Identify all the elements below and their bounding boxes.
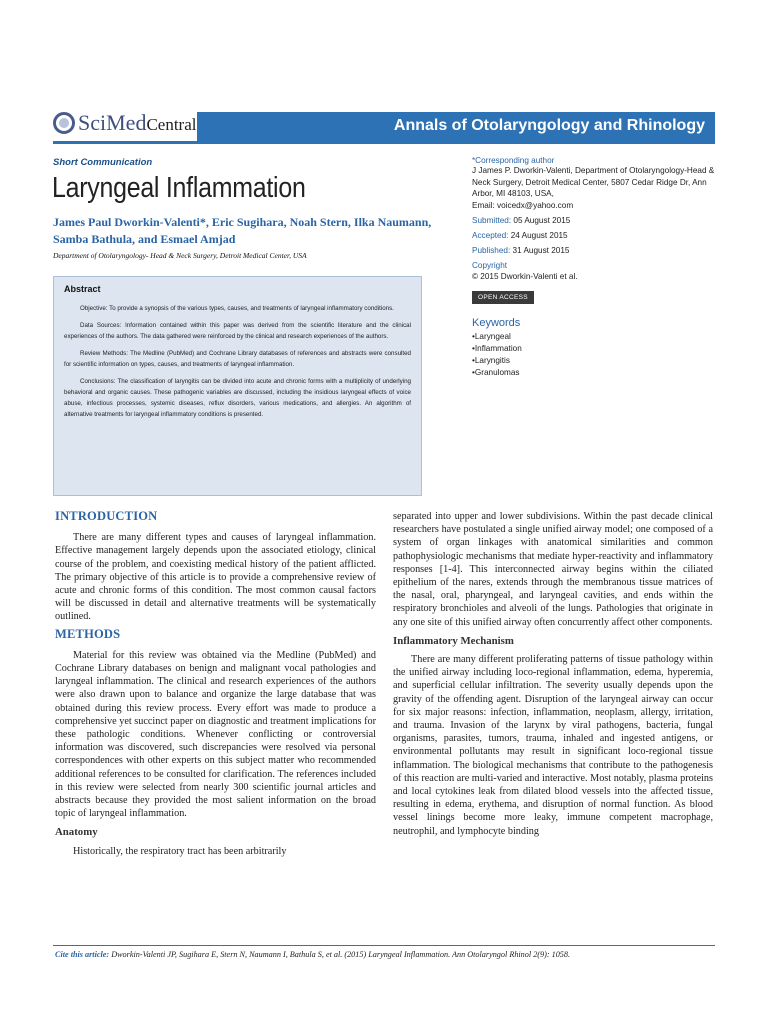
logo-circle-icon [53, 112, 75, 134]
anatomy-paragraph-continued: separated into upper and lower subdivisions. Within the past decade clinical researchers have postulated a single unified airway model; one composed of a system of organ linkages with anatomical similarities and common pathophysiologic mechanisms that mediate hyper-reactivity and inflammatory responses [1-4]. This interconnected airway begins within the ciliated epithelium of the nares, extends through the membranous tissue matrices of the nasal, oral, pharyngeal, and laryngeal cavities, and ends within the respiratory bronchioles and alveoli of the lungs. Pathologies that originate in any one site of this unified airway often concurrently affect other components. [393, 511, 713, 628]
header-divider [53, 141, 715, 144]
subsection-heading-anatomy: Anatomy [55, 826, 98, 839]
keyword-item: • Laryngeal [472, 331, 722, 343]
cite-text: Dworkin-Valenti JP, Sugihara E, Stern N, Naumann I, Bathula S, et al. (2015) Laryngeal Inflammation. Ann Otolaryngol Rhinol 2(9): 1058. [111, 950, 571, 959]
abstract-heading: Abstract [64, 284, 101, 294]
footer-divider [53, 945, 715, 946]
mechanism-paragraph: There are many different proliferating patterns of tissue pathology within the unified airway including loco-regional inflammation, edema, hyperemia, and superficial cellular infiltration. The severity usually depends upon the gravity of the offending agent. Disruption of the laryngeal airway can occur for six major reasons: infection, inflammation, neoplasm, allergy, irritation, and trauma. Invasion of the larynx by viral pathogens, bacteria, fungal organisms, parasites, tumors, trauma, inhaled and ingested antigens, or environmental pollutants may result in significant loco-regional tissue inflammation. The biological mechanisms that contribute to the pathogenesis of this reaction are multi-varied and interactive. Most notably, plasma proteins and local cytokines leak from dilated blood vessels into the affected tissue, resulting in edema, erythema, and disruption of normal function. As blood vessel linings become more leaky, immune competent macrophage, neutrophil, and lymphocyte binding [393, 654, 713, 837]
logo-central-text: Central [146, 114, 197, 134]
keyword-item: • Granulomas [472, 367, 722, 379]
affiliation: Department of Otolaryngology- Head & Neck Surgery, Detroit Medical Center, USA [53, 251, 307, 260]
introduction-paragraph: There are many different types and causes of laryngeal inflammation. Effective management largely depends upon the associated etiology, clinical course of the problem, and coexisting medical history of the patient afflicted. The primary objective of this article is to provide a comprehensive review of acute and chronic forms of this condition. The most common causal factors will be discussed in detail and alternative treatments will be systematically outlined. [55, 532, 376, 623]
subsection-heading-inflammatory-mechanism: Inflammatory Mechanism [393, 634, 514, 647]
publisher-logo [53, 108, 197, 138]
article-type: Short Communication [53, 157, 153, 168]
article-info-sidebar [472, 156, 722, 379]
methods-paragraph: Material for this review was obtained via the Medline (PubMed) and Cochrane Library databases on benign and malignant vocal pathologies and laryngeal inflammation. The clinical and research experiences of the authors were also drawn upon to balance and organize the large database that was obtained during this review process. Every effort was made to produce a comprehensive yet succinct paper on diagnostic and treatment implications for these pathologic conditions. Whenever conflicting or controversial information was discovered, such discrepancies were resolved via personal correspondences with other experts on this subject matter who recommended additional references to be consulted for clarification. The references included in this review were selected from nearly 300 scientific journal articles and abstracts because they provided the most salient information on the broad topic of laryngeal inflammation. [55, 649, 376, 820]
corresponding-author-text: J James P. Dworkin-Valenti, Department of Otolaryngology-Head & Neck Surgery, Detroit Medical Center, 5807 Cedar Ridge Dr, Ann Arbor, MI 48103, USA, [472, 166, 715, 198]
open-access-badge: OPEN ACCESS [472, 291, 534, 304]
abstract-data-sources: Data Sources: Information contained within this paper was derived from the scientific literature and the clinical experiences of the authors. The data gathered were reinforced by the clinical and research experiences of the authors. [64, 322, 411, 340]
email-link[interactable]: voicedx@yahoo.com [497, 200, 574, 210]
section-heading-methods: METHODS [55, 626, 121, 641]
published-row [472, 245, 722, 256]
abstract-objective: Objective: To provide a synopsis of the various types, causes, and treatments of laryngeal inflammatory conditions. [80, 305, 394, 312]
submitted-label: Submitted: [472, 216, 512, 225]
anatomy-paragraph: Historically, the respiratory tract has been arbitrarily [73, 845, 287, 857]
accepted-label: Accepted: [472, 231, 509, 240]
copyright-label: Copyright [472, 261, 508, 270]
journal-banner: Annals of Otolaryngology and Rhinology [197, 112, 715, 141]
accepted-row [472, 230, 722, 241]
abstract-box [53, 276, 422, 496]
accepted-date: 24 August 2015 [510, 231, 568, 240]
author-list: James Paul Dworkin-Valenti*, Eric Sugihara, Noah Stern, Ilka Naumann, Samba Bathula, and Esmael Amjad [53, 215, 432, 246]
keywords-list [472, 331, 722, 379]
abstract-review-methods: Review Methods: The Medline (PubMed) and Cochrane Library databases of references and abstracts were consulted for scientific information on types, causes, and treatments of laryngeal inflammation. [64, 350, 411, 368]
keyword-item: • Inflammation [472, 343, 722, 355]
email-label: Email: [472, 200, 495, 210]
submitted-row [472, 215, 722, 226]
cite-label: Cite this article: [55, 950, 110, 959]
submitted-date: 05 August 2015 [513, 216, 571, 225]
section-heading-introduction: INTRODUCTION [55, 509, 158, 523]
corresponding-author-label: *Corresponding author [472, 156, 555, 165]
citation [55, 950, 570, 959]
keywords-heading: Keywords [472, 316, 521, 329]
email-row [472, 200, 722, 212]
published-label: Published: [472, 246, 511, 255]
body-column-right [393, 510, 713, 842]
abstract-conclusions: Conclusions: The classification of laryngitis can be divided into acute and chronic forms with a multiplicity of underlying behavioral and organic causes. These pathogenic variables are discussed, including the insidious laryngeal effects of voice abuse, infectious processes, systemic diseases, reflux disorders, various medications, and allergies. An algorithm of alternative treatments for laryngeal inflammatory conditions is presented. [64, 378, 411, 418]
published-date: 31 August 2015 [512, 246, 570, 255]
article-title: Laryngeal Inflammation [52, 172, 306, 204]
logo-sci-text: SciMed [78, 110, 147, 135]
copyright-text: © 2015 Dworkin-Valenti et al. [472, 272, 578, 281]
keyword-item: • Laryngitis [472, 355, 722, 367]
body-column-left [55, 510, 376, 862]
